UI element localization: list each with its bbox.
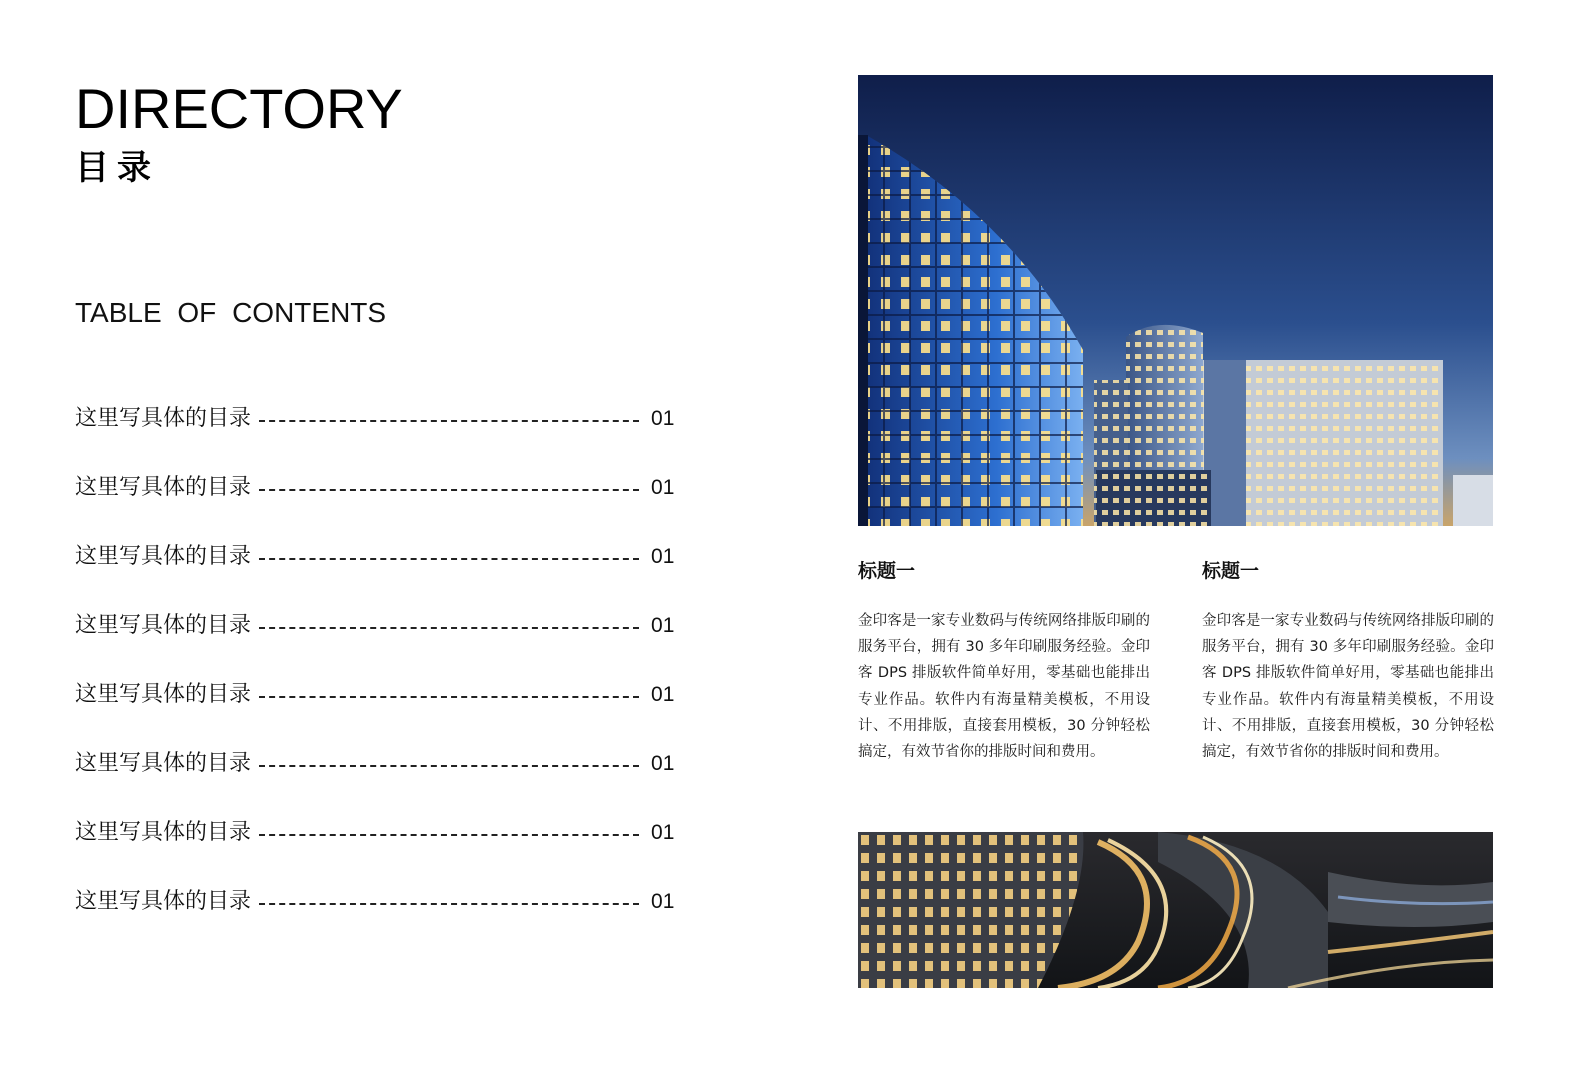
hero-skyline-image: [858, 75, 1493, 526]
toc-entry-label: 这里写具体的目录: [75, 613, 252, 638]
article-title: 标题一: [1202, 560, 1260, 582]
toc-leader-dashes: [259, 885, 639, 919]
article-column-1: [858, 556, 1150, 765]
article-body: 金印客是一家专业数码与传统网络排版印刷的服务平台，拥有 30 多年印刷服务经验。金印客 DPS 排版软件简单好用，零基础也能排出专业作品。软件内有海量精美模板，不用设计、不用排版，直接套用模板，30 分钟轻松搞定，有效节省你的排版时间和费用。: [1202, 613, 1494, 761]
toc-entry[interactable]: [75, 609, 695, 678]
toc-entry-label: 这里写具体的目录: [75, 475, 252, 500]
article-body: 金印客是一家专业数码与传统网络排版印刷的服务平台，拥有 30 多年印刷服务经验。金印客 DPS 排版软件简单好用，零基础也能排出专业作品。软件内有海量精美模板，不用设计、不用排版，直接套用模板，30 分钟轻松搞定，有效节省你的排版时间和费用。: [858, 613, 1150, 761]
page-title-en: DIRECTORY: [75, 77, 403, 140]
toc-entry[interactable]: [75, 540, 695, 609]
toc-entry-label: 这里写具体的目录: [75, 889, 252, 914]
toc-entry-page: 01: [651, 545, 675, 568]
toc-entry-page: 01: [651, 890, 675, 913]
toc-leader-dashes: [259, 816, 639, 850]
toc-entry-page: 01: [651, 752, 675, 775]
toc-leader-dashes: [259, 609, 639, 643]
toc-entry-label: 这里写具体的目录: [75, 820, 252, 845]
toc-leader-dashes: [259, 540, 639, 574]
toc-entry-page: 01: [651, 476, 675, 499]
toc-leader-dashes: [259, 471, 639, 505]
toc-entry[interactable]: [75, 885, 695, 954]
toc-entry[interactable]: [75, 471, 695, 540]
page-title-cn: 目录: [75, 148, 159, 188]
toc-leader-dashes: [259, 678, 639, 712]
toc-heading: TABLE OF CONTENTS: [75, 297, 387, 328]
toc-entry-label: 这里写具体的目录: [75, 406, 252, 431]
toc-entry[interactable]: [75, 816, 695, 885]
toc-entry-label: 这里写具体的目录: [75, 682, 252, 707]
toc-leader-dashes: [259, 747, 639, 781]
toc-leader-dashes: [259, 402, 639, 436]
toc-entry-page: 01: [651, 683, 675, 706]
toc-entry[interactable]: [75, 402, 695, 471]
highway-light-trails-image: [858, 832, 1493, 988]
toc-entry-page: 01: [651, 821, 675, 844]
toc-entry-label: 这里写具体的目录: [75, 544, 252, 569]
toc-entry-label: 这里写具体的目录: [75, 751, 252, 776]
article-title: 标题一: [858, 560, 916, 582]
toc-entry-page: 01: [651, 614, 675, 637]
toc-entry-page: 01: [651, 407, 675, 430]
toc-entry[interactable]: [75, 678, 695, 747]
toc-entry[interactable]: [75, 747, 695, 816]
toc-list: [75, 402, 695, 954]
article-column-2: [1202, 556, 1494, 765]
